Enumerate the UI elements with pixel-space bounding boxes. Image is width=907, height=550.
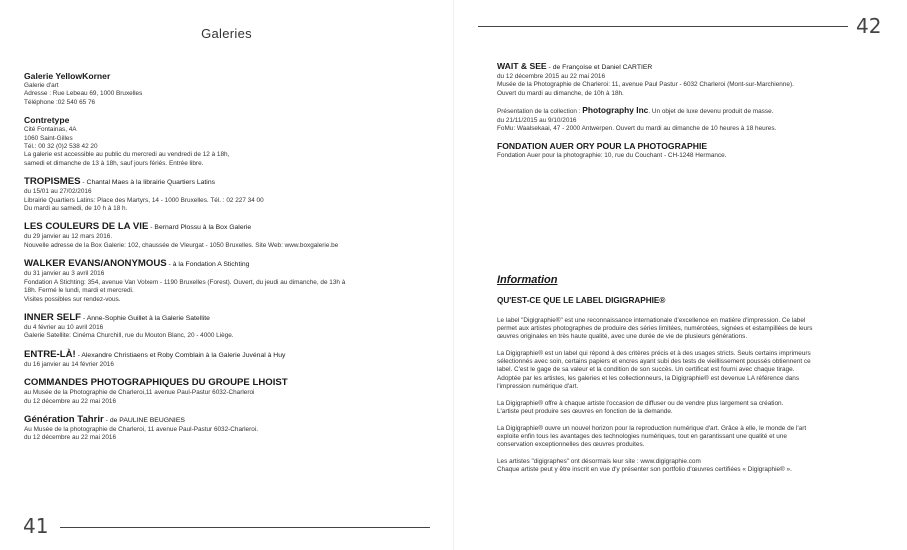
entry-line: du 31 janvier au 3 avril 2016 — [24, 270, 105, 278]
page-number: 41 — [23, 514, 49, 538]
entry-line: Cité Fontainas, 4A — [24, 126, 77, 134]
left-page — [0, 0, 453, 550]
gallery-entry — [24, 71, 424, 107]
entry-line: au Musée de la Photographie de Charleroi,11 avenue Paul-Pastur 6032-Charleroi — [24, 389, 255, 397]
exhibition-entry — [24, 414, 424, 443]
exhibition-entry — [24, 221, 424, 250]
entry-heading: Contretype — [24, 115, 70, 126]
paragraph-line: permet aux artistes photographes de produire des séries limitées, numérotées, signées et estampillées de leurs — [497, 325, 813, 333]
entry-heading: Génération Tahrir - de PAULINE BEUGNIES — [24, 413, 185, 425]
information-paragraph — [497, 317, 887, 341]
entry-line: Téléphone :02 540 65 76 — [24, 98, 96, 106]
exhibition-entry — [24, 258, 424, 304]
exhibition-entry — [497, 61, 887, 98]
exhibitions-continued — [497, 61, 887, 169]
paragraph-line: label. C'est le gage de sa valeur et la condition de son succès. Un certificat est fourni avec chaque tirage. — [497, 366, 795, 374]
entry-line: Adresse : Rue Lebeau 69, 1000 Bruxelles — [24, 90, 143, 98]
entry-heading: COMMANDES PHOTOGRAPHIQUES DU GROUPE LHOIST — [24, 377, 288, 389]
paragraph-line: La Digigraphie® ouvre un nouvel horizon pour la reproduction numérique d'art. Grâce à elle, le monde de l'art — [497, 424, 807, 432]
entry-line: Nouvelle adresse de la Box Galerie: 102, chaussée de Vleurgat - 1050 Bruxelles. Site Web: www.boxgalerie.be — [24, 241, 339, 249]
entry-line: Au Musée de la photographie de Charleroi, 11 avenue Paul-Pastur 6032-Charleroi. — [24, 425, 258, 433]
entry-line: Galerie Satellite: Cinéma Churchill, rue du Mouton Blanc, 20 - 4000 Liège. — [24, 332, 234, 340]
entry-line: Ouvert du mardi au dimanche, de 10h à 18h. — [497, 89, 624, 97]
entry-line: samedi et dimanche de 13 à 18h, sauf jours fériés. Entrée libre. — [24, 159, 204, 167]
information-heading: QU'EST-CE QUE LE LABEL DIGIGRAPHIE® — [497, 296, 666, 305]
information-paragraph — [497, 425, 887, 449]
section-title: Galeries — [201, 26, 252, 41]
entry-line: La galerie est accessible au public du mercredi au vendredi de 12 à 18h, — [24, 151, 230, 159]
gallery-entry — [24, 115, 424, 168]
right-page — [454, 0, 907, 550]
information-paragraph — [497, 400, 887, 416]
entry-line: Musée de la Photographie de Charleroi: 11, avenue Paul Pastur - 6032 Charleroi (Mont-sur-Marchienne). — [497, 81, 794, 89]
entry-line: du 12 décembre 2015 au 22 mai 2016 — [497, 73, 606, 80]
paragraph-line: Le label "Digigraphie®" est une reconnaissance internationale d'excellence en matière d'impression. Ce label — [497, 317, 806, 324]
galleries-list — [24, 71, 424, 451]
entry-heading: TROPISMES - Chantal Maes à la librairie Quartiers Latins — [24, 176, 215, 188]
entry-heading: INNER SELF - Anne-Sophie Guillet à la Galerie Satellite — [24, 311, 210, 323]
entry-line: du 16 janvier au 14 février 2016 — [24, 360, 114, 368]
entry-line: Galerie d'art — [24, 82, 59, 89]
header-rule — [478, 26, 848, 27]
paragraph-line: exploite enfin tous les avantages des technologies numériques, tout en garantissant une qualité et une — [497, 433, 787, 441]
exhibition-entry — [24, 349, 424, 369]
page-number: 42 — [856, 14, 882, 38]
entry-line: Librairie Quartiers Latins: Place des Martyrs, 14 - 1000 Bruxelles. Tél. : 02 227 34 00 — [24, 196, 264, 204]
paragraph-line: Chaque artiste peut y être inscrit en vue d'y présenter son portfolio d'œuvres certifiées « Digigraphie® ». — [497, 466, 792, 474]
entry-line: du 12 décembre au 22 mai 2016 — [24, 434, 117, 442]
entry-line: FoMu: Waalsekaai, 47 - 2000 Antwerpen. Ouvert du mardi au dimanche de 10 heures à 18 heures. — [497, 125, 777, 133]
information-title: Information — [497, 274, 558, 286]
entry-heading: WALKER EVANS/ANONYMOUS - à la Fondation A Stichting — [24, 258, 250, 270]
entry-line: du 15/01 au 27/02/2016 — [24, 188, 92, 196]
entry-line: Fondation Auer pour la photographie: 10, rue du Couchant - CH-1248 Hermance. — [497, 152, 727, 160]
paragraph-line: l'impression numérique d'art. — [497, 382, 579, 390]
entry-line: du 4 février au 10 avril 2016 — [24, 323, 104, 331]
entry-line: 1060 Saint-Gilles — [24, 134, 73, 142]
entry-heading: LES COULEURS DE LA VIE - Bernard Plossu à la Box Galerie — [24, 221, 252, 233]
paragraph-line: La Digigraphie® offre à chaque artiste l'occasion de diffuser ou de vendre plus largement sa création. — [497, 399, 784, 407]
paragraph-line: Les artistes "digigraphes" ont désormais leur site : www.digigraphie.com — [497, 458, 701, 466]
paragraph-line: Adoptée par les artistes, les galeries et les collectionneurs, la Digigraphie® est devenue LA référence dans — [497, 374, 800, 382]
collection-entry — [497, 106, 887, 133]
entry-line: 18h. Fermé le lundi, mardi et mercredi. — [24, 287, 134, 295]
foundation-entry — [497, 141, 887, 160]
information-paragraph — [497, 458, 887, 474]
entry-line: Visites possibles sur rendez-vous. — [24, 295, 121, 303]
exhibition-entry — [24, 312, 424, 341]
entry-line: Fondation A Stichting: 354, avenue Van Volxem - 1190 Bruxelles (Forest). Ouvert, du jeudi au dimanche, de 13h à — [24, 278, 346, 286]
paragraph-line: œuvres originales en très haute qualité, avec une durée de vie de plusieurs générations. — [497, 333, 748, 341]
collection-heading-line: Présentation de la collection : Photography Inc. Un objet de luxe devenu produit de masse. — [497, 105, 774, 116]
entry-heading: ENTRE-LÀ! - Alexandre Christiaens et Roby Comblain à la Galerie Juvénal à Huy — [24, 348, 286, 360]
information-paragraph — [497, 350, 887, 390]
exhibition-entry — [24, 377, 424, 406]
footer-rule — [60, 527, 430, 528]
entry-line: du 21/11/2015 au 9/10/2016 — [497, 116, 577, 124]
paragraph-line: conservation exceptionnelles des œuvres produites. — [497, 441, 645, 449]
entry-line: du 29 janvier au 12 mars 2016. — [24, 233, 113, 241]
entry-heading: Galerie YellowKorner — [24, 71, 111, 81]
paragraph-line: La Digigraphie® est un label qui répond à des critères précis et à des usages stricts. Seuls certains imprimeurs — [497, 350, 811, 358]
paragraph-line: sélectionnés avec soin, certains papiers et encres ayant subi des tests de vieillissement poussés obtiennent ce — [497, 358, 811, 366]
entry-heading: FONDATION AUER ORY POUR LA PHOTOGRAPHIE — [497, 141, 708, 152]
entry-heading: WAIT & SEE - de Françoise et Daniel CARTIER — [497, 61, 653, 71]
exhibition-entry — [24, 176, 424, 213]
paragraph-line: L'artiste peut produire ses œuvres en fonction de la demande. — [497, 407, 673, 415]
entry-line: Tél.: 00 32 (0)2 538 42 20 — [24, 143, 98, 151]
information-section — [497, 274, 887, 483]
entry-line: Du mardi au samedi, de 10 h à 18 h. — [24, 205, 128, 213]
entry-line: du 12 décembre au 22 mai 2016 — [24, 397, 117, 405]
